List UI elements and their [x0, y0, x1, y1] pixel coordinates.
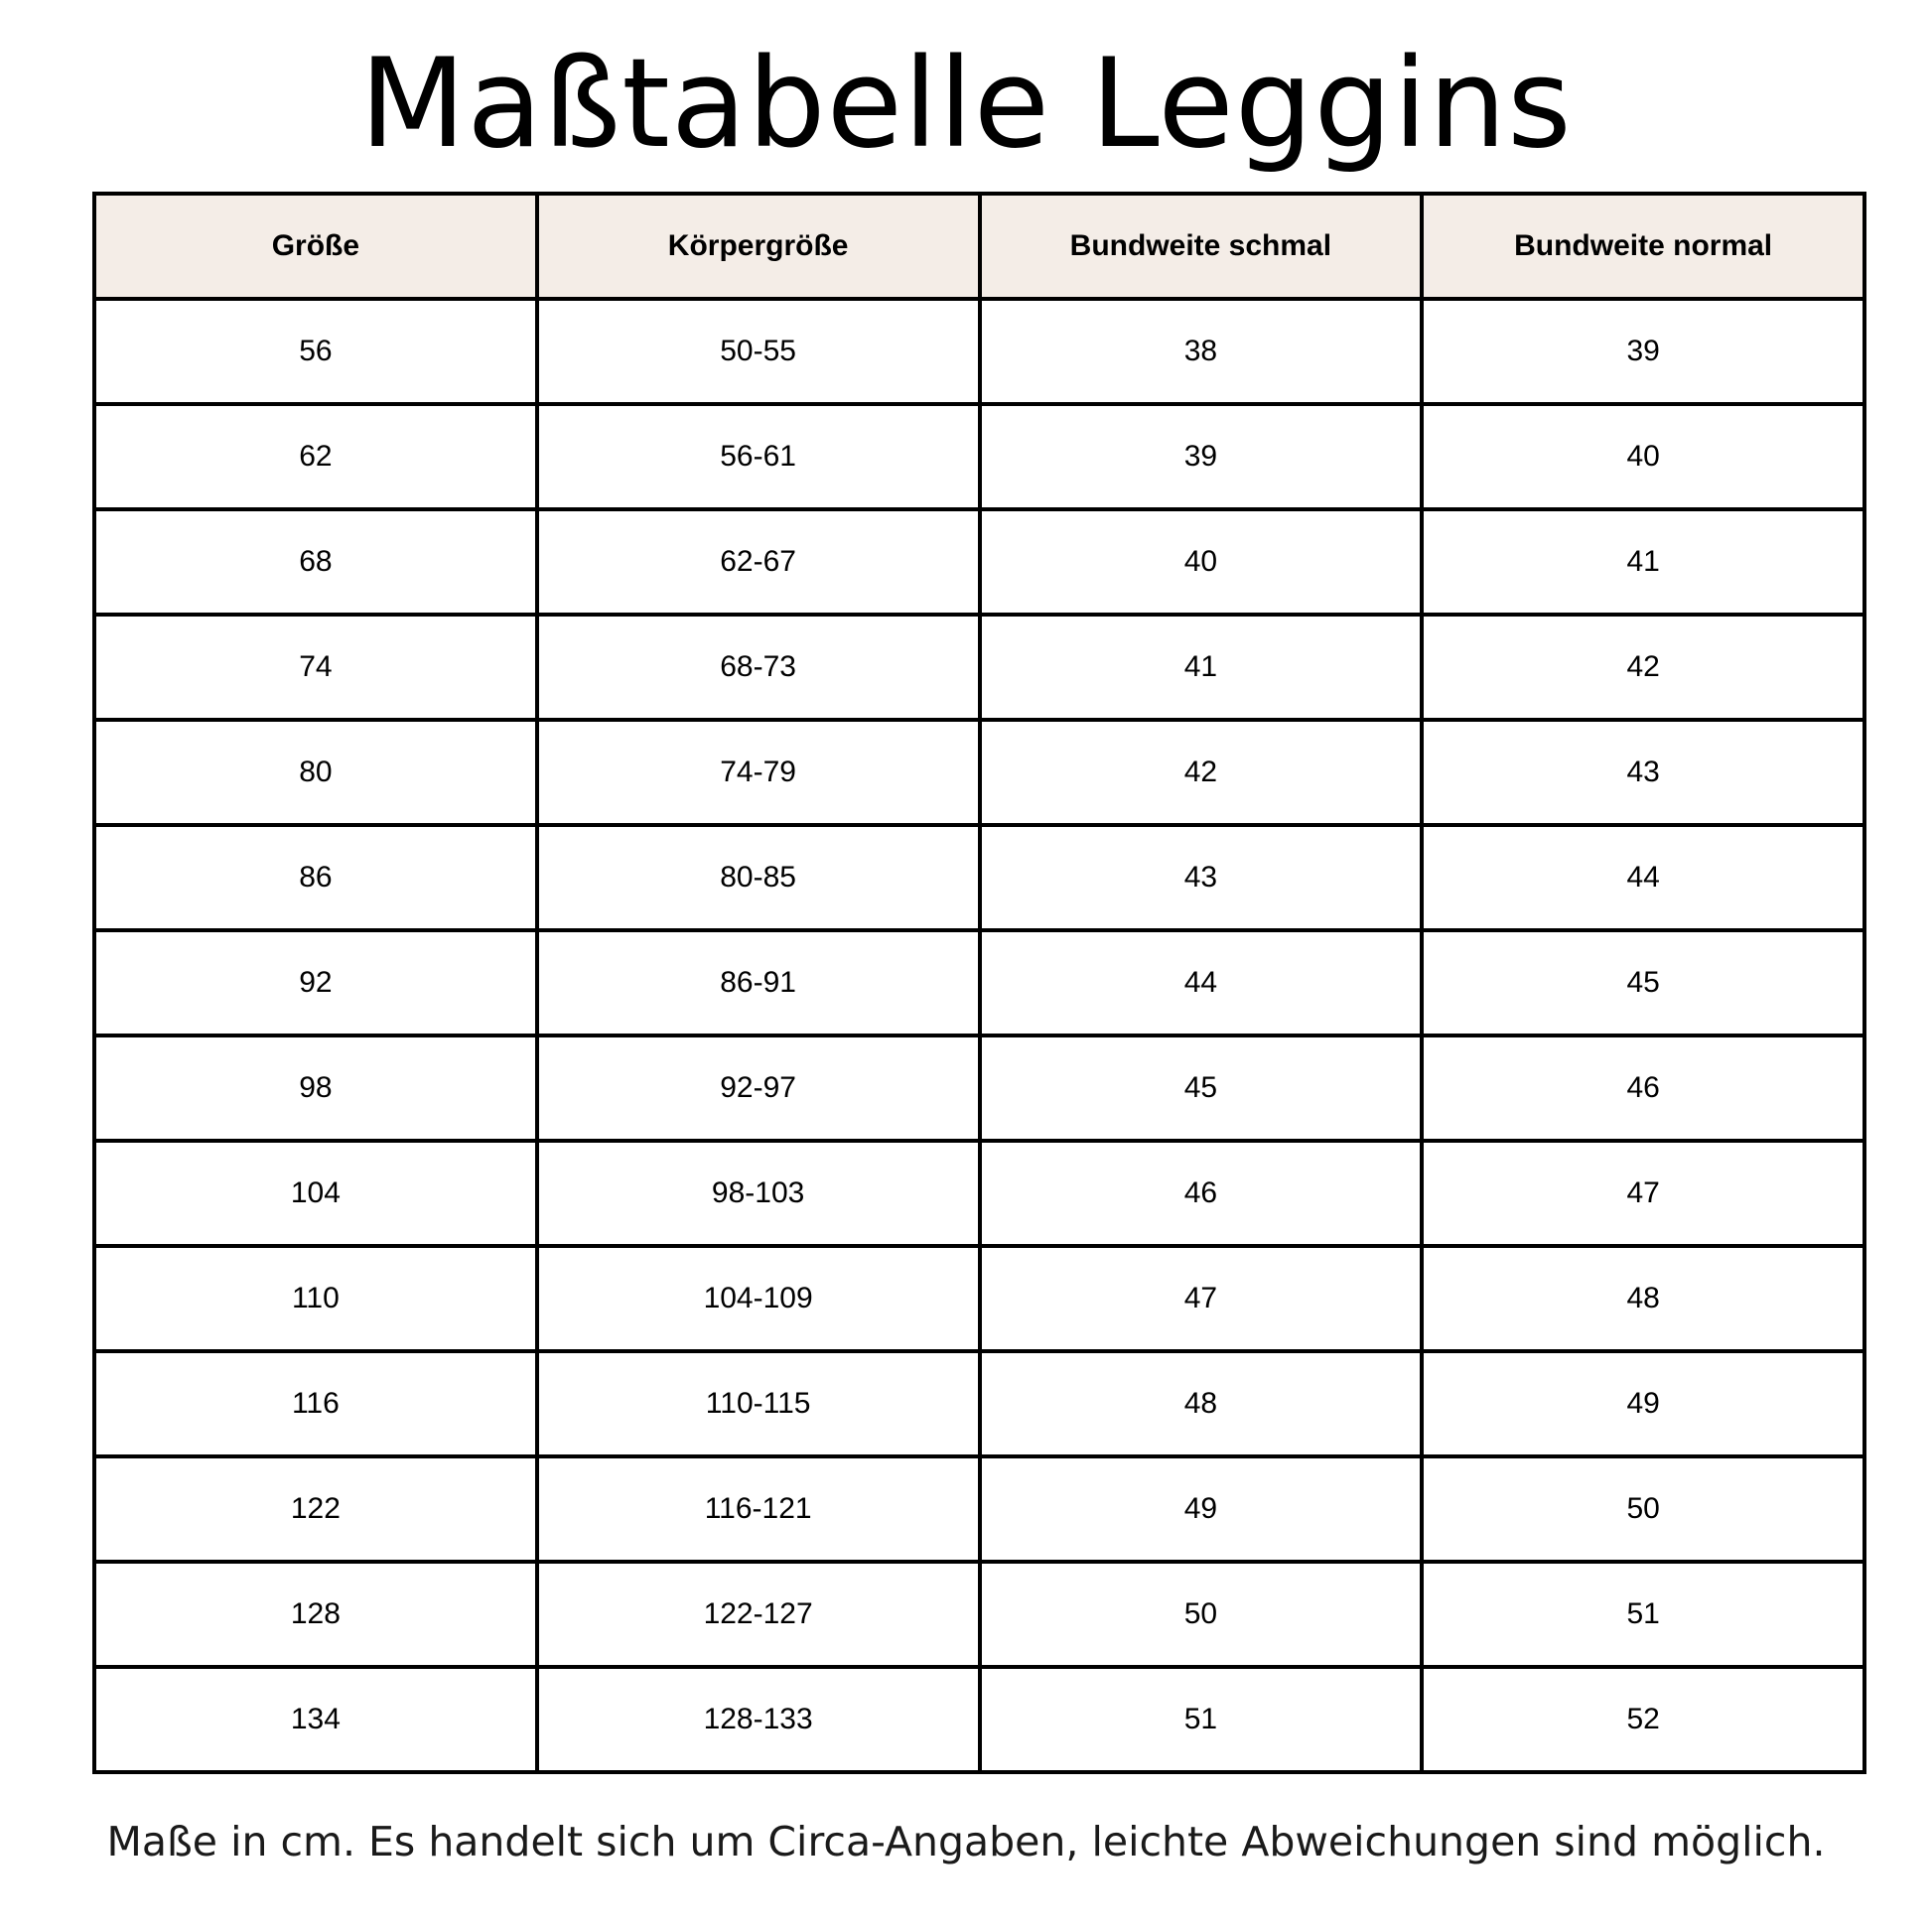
cell-bundweite-normal: 51 — [1422, 1562, 1864, 1667]
cell-bundweite-normal: 44 — [1422, 825, 1864, 930]
cell-groesse: 92 — [94, 930, 537, 1035]
cell-koerpergroesse: 86-91 — [537, 930, 980, 1035]
cell-bundweite-schmal: 51 — [980, 1667, 1423, 1772]
header-groesse: Größe — [94, 194, 537, 299]
page-title: Maßtabelle Leggins — [359, 33, 1573, 176]
cell-groesse: 62 — [94, 404, 537, 509]
header-bundweite-schmal: Bundweite schmal — [980, 194, 1423, 299]
cell-bundweite-schmal: 39 — [980, 404, 1423, 509]
table-row — [94, 1246, 1864, 1351]
header-koerpergroesse: Körpergröße — [537, 194, 980, 299]
cell-koerpergroesse: 98-103 — [537, 1141, 980, 1246]
cell-bundweite-normal: 43 — [1422, 720, 1864, 825]
cell-groesse: 122 — [94, 1456, 537, 1562]
cell-koerpergroesse: 92-97 — [537, 1035, 980, 1141]
table-row — [94, 509, 1864, 615]
cell-groesse: 110 — [94, 1246, 537, 1351]
table-row — [94, 404, 1864, 509]
cell-bundweite-schmal: 47 — [980, 1246, 1423, 1351]
cell-bundweite-schmal: 43 — [980, 825, 1423, 930]
cell-bundweite-normal: 41 — [1422, 509, 1864, 615]
table-row — [94, 1141, 1864, 1246]
cell-bundweite-schmal: 44 — [980, 930, 1423, 1035]
cell-bundweite-schmal: 48 — [980, 1351, 1423, 1456]
table-row — [94, 930, 1864, 1035]
cell-bundweite-normal: 49 — [1422, 1351, 1864, 1456]
cell-koerpergroesse: 122-127 — [537, 1562, 980, 1667]
cell-groesse: 74 — [94, 615, 537, 720]
cell-koerpergroesse: 128-133 — [537, 1667, 980, 1772]
cell-groesse: 80 — [94, 720, 537, 825]
table-row — [94, 1351, 1864, 1456]
table-row — [94, 299, 1864, 404]
cell-bundweite-normal: 40 — [1422, 404, 1864, 509]
cell-bundweite-normal: 39 — [1422, 299, 1864, 404]
cell-koerpergroesse: 62-67 — [537, 509, 980, 615]
cell-groesse: 116 — [94, 1351, 537, 1456]
size-table — [92, 192, 1866, 1774]
cell-groesse: 86 — [94, 825, 537, 930]
table-row — [94, 615, 1864, 720]
cell-groesse: 98 — [94, 1035, 537, 1141]
cell-groesse: 56 — [94, 299, 537, 404]
cell-groesse: 134 — [94, 1667, 537, 1772]
cell-bundweite-normal: 45 — [1422, 930, 1864, 1035]
footnote: Maße in cm. Es handelt sich um Circa-Angaben, leichte Abweichungen sind möglich. — [106, 1818, 1826, 1865]
table-row — [94, 1456, 1864, 1562]
cell-groesse: 68 — [94, 509, 537, 615]
table-row — [94, 720, 1864, 825]
table-header-row — [94, 194, 1864, 299]
cell-bundweite-schmal: 45 — [980, 1035, 1423, 1141]
cell-koerpergroesse: 80-85 — [537, 825, 980, 930]
cell-koerpergroesse: 74-79 — [537, 720, 980, 825]
cell-bundweite-normal: 50 — [1422, 1456, 1864, 1562]
cell-bundweite-schmal: 40 — [980, 509, 1423, 615]
cell-bundweite-normal: 48 — [1422, 1246, 1864, 1351]
cell-koerpergroesse: 110-115 — [537, 1351, 980, 1456]
header-bundweite-normal: Bundweite normal — [1422, 194, 1864, 299]
cell-bundweite-schmal: 38 — [980, 299, 1423, 404]
table-row — [94, 1562, 1864, 1667]
cell-bundweite-normal: 47 — [1422, 1141, 1864, 1246]
cell-bundweite-normal: 46 — [1422, 1035, 1864, 1141]
cell-koerpergroesse: 116-121 — [537, 1456, 980, 1562]
cell-bundweite-schmal: 41 — [980, 615, 1423, 720]
cell-bundweite-schmal: 49 — [980, 1456, 1423, 1562]
table-row — [94, 825, 1864, 930]
cell-koerpergroesse: 56-61 — [537, 404, 980, 509]
cell-bundweite-schmal: 46 — [980, 1141, 1423, 1246]
cell-groesse: 104 — [94, 1141, 537, 1246]
cell-bundweite-normal: 52 — [1422, 1667, 1864, 1772]
cell-koerpergroesse: 104-109 — [537, 1246, 980, 1351]
table-row — [94, 1667, 1864, 1772]
cell-groesse: 128 — [94, 1562, 537, 1667]
cell-bundweite-schmal: 50 — [980, 1562, 1423, 1667]
table-row — [94, 1035, 1864, 1141]
cell-koerpergroesse: 68-73 — [537, 615, 980, 720]
cell-bundweite-normal: 42 — [1422, 615, 1864, 720]
cell-bundweite-schmal: 42 — [980, 720, 1423, 825]
cell-koerpergroesse: 50-55 — [537, 299, 980, 404]
